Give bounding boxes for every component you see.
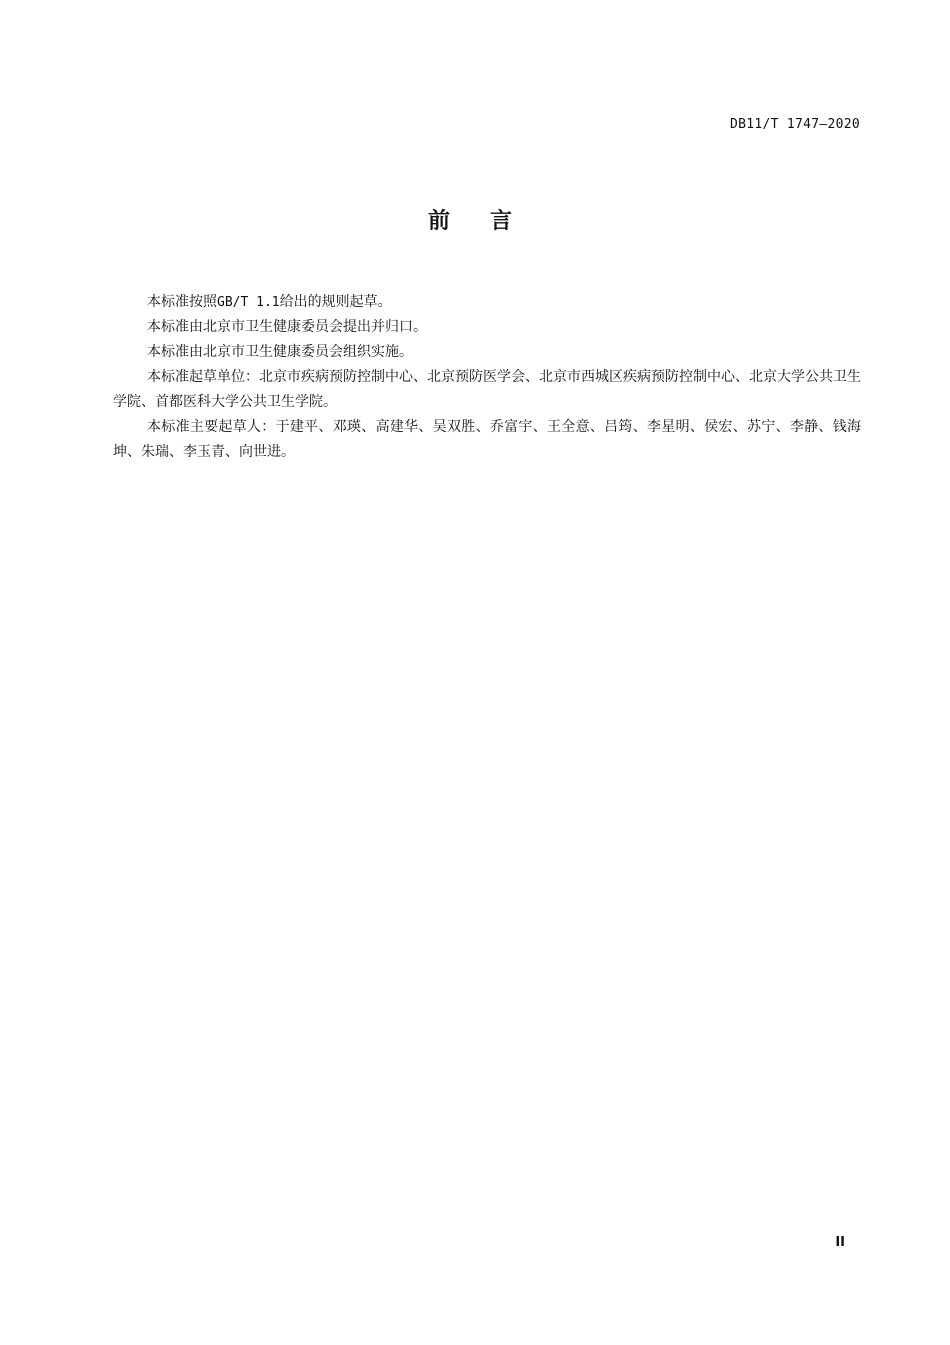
paragraph-proposer: 本标准由北京市卫生健康委员会提出并归口。	[147, 319, 427, 335]
page-number: II	[835, 1235, 845, 1250]
standard-reference: GB/T 1.1	[217, 295, 280, 310]
standard-code: DB11/T 1747—2020	[729, 117, 860, 132]
paragraph-drafters: 本标准主要起草人：于建平、邓瑛、高建华、吴双胜、乔富宇、王全意、吕筠、李星明、侯宏、苏宁、李静、钱海坤、朱瑞、李玉青、向世进。	[113, 419, 861, 460]
paragraph-text: 本标准按照	[147, 294, 217, 310]
foreword-body	[113, 290, 861, 465]
paragraph-text: 给出的规则起草。	[279, 294, 392, 310]
paragraph-drafting-units: 本标准起草单位：北京市疾病预防控制中心、北京预防医学会、北京市西城区疾病预防控制中心、北京大学公共卫生学院、首都医科大学公共卫生学院。	[113, 369, 861, 410]
paragraph-implementer: 本标准由北京市卫生健康委员会组织实施。	[147, 344, 413, 360]
paragraph-drafting-rules	[113, 290, 861, 315]
page-title: 前言	[427, 209, 552, 234]
